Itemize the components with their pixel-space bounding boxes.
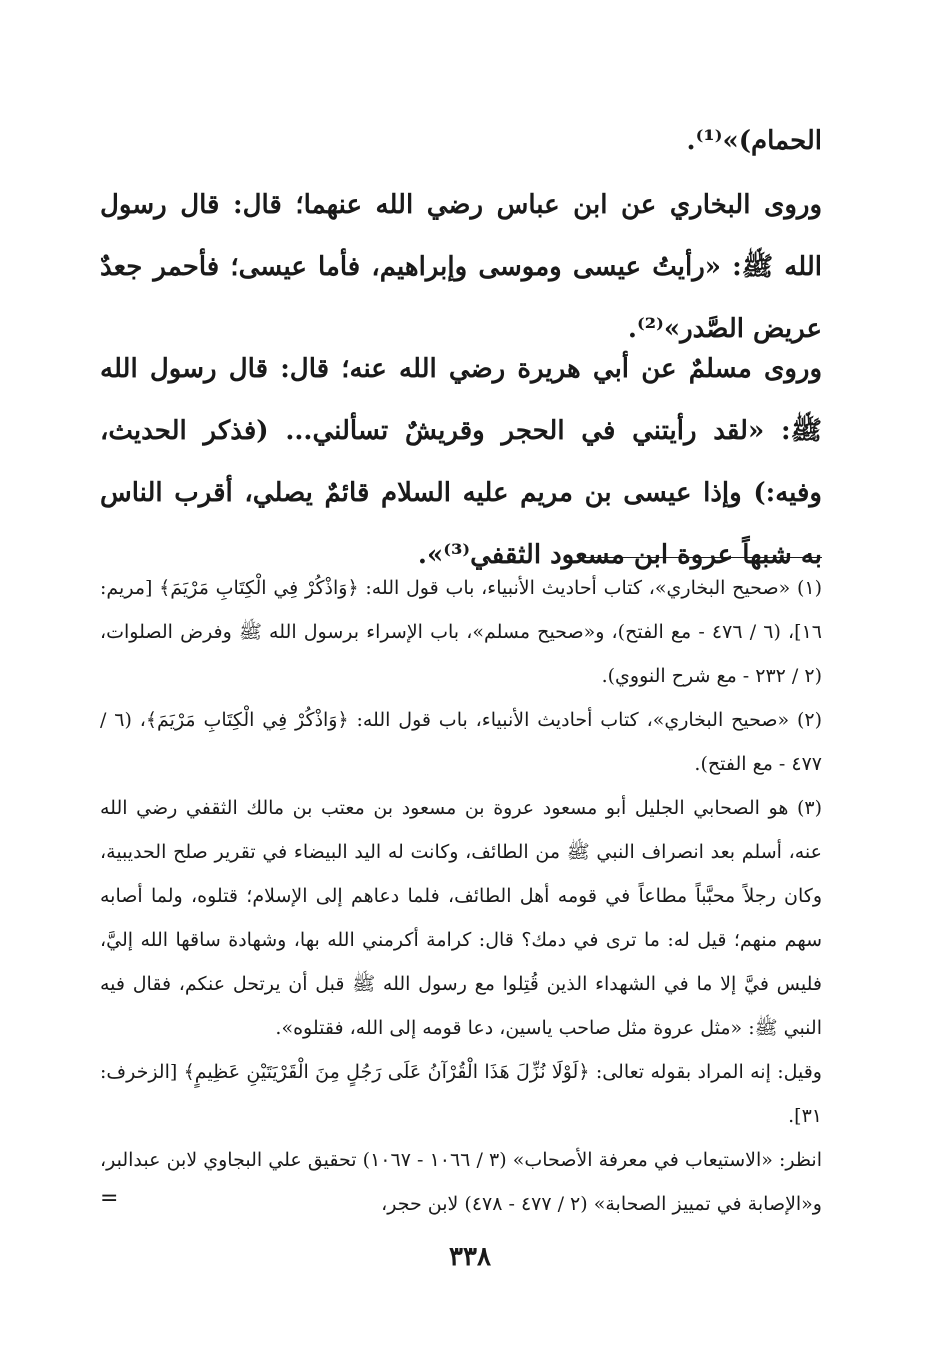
- main-paragraph-3: [100, 338, 822, 586]
- paragraph-text: وروى مسلمٌ عن أبي هريرة رضي الله عنه؛ قال: قال رسول الله ﷺ: «لقد رأيتني في الحجر وقريشٌ تسألني... (فذكر الحديث، وفيه:) وإذا عيسى بن مريم عليه السلام قائمٌ يصلي، أقرب الناس به شبهاً عروة ابن مسعود الثقفي⁽³⁾».: [100, 354, 822, 570]
- footnote-3: (٣) هو الصحابي الجليل أبو مسعود عروة بن مسعود بن معتب بن مالك الثقفي رضي الله عنه، أسلم بعد انصراف النبي ﷺ من الطائف، وكانت له اليد البيضاء في تقرير صلح الحديبية، وكان رجلاً محبَّباً مطاعاً في قومه أهل الطائف، فلما دعاهم إلى الإسلام؛ قتلوه، ولما أصابه سهم منهم؛ قيل له: ما ترى في دمك؟ قال: كرامة أكرمني الله بها، وشهادة ساقها الله إليَّ، فليس فيَّ إلا ما في الشهداء الذين قُتِلوا مع رسول الله ﷺ قبل أن يرتحل عنكم، فقال فيه النبي ﷺ: «مثل عروة مثل صاحب ياسين، دعا قومه إلى الله، فقتلوه».: [100, 797, 822, 1039]
- page-number: ٣٣٨: [449, 1242, 491, 1272]
- footnotes: [100, 566, 822, 1226]
- continuation-mark: =: [100, 1186, 119, 1211]
- footnote-3-references: انظر: «الاستيعاب في معرفة الأصحاب» (٣ / ١٠٦٦ - ١٠٦٧) تحقيق علي البجاوي لابن عبدالبر، و«الإصابة في تمييز الصحابة» (٢ / ٤٧٧ - ٤٧٨) لابن حجر،: [100, 1149, 823, 1215]
- paragraph-text: الحمام)»⁽¹⁾.: [686, 126, 822, 156]
- footnote-3-continued: وقيل: إنه المراد بقوله تعالى: ﴿لَوْلَا نُزِّلَ هَذَا الْقُرْآنُ عَلَى رَجُلٍ مِنَ الْقَرْيَتَيْنِ عَظِيمٍ﴾ [الزخرف: ٣١].: [100, 1061, 822, 1127]
- footnote-2: (٢) «صحيح البخاري»، كتاب أحاديث الأنبياء، باب قول الله: ﴿وَاذْكُرْ فِي الْكِتَابِ مَرْيَمَ﴾، (٦ / ٤٧٧ - مع الفتح).: [100, 709, 822, 775]
- main-paragraph-2: [100, 174, 822, 360]
- main-paragraph-1: [100, 110, 822, 172]
- paragraph-text: وروى البخاري عن ابن عباس رضي الله عنهما؛ قال: قال رسول الله ﷺ: «رأيتُ عيسى وموسى وإبراهيم، فأما عيسى؛ فأحمر جعدٌ عريض الصَّدر»⁽²⁾.: [100, 190, 822, 344]
- footnote-separator: [578, 557, 822, 558]
- footnote-1: (١) «صحيح البخاري»، كتاب أحاديث الأنبياء، باب قول الله: ﴿وَاذْكُرْ فِي الْكِتَابِ مَرْيَمَ﴾ [مريم: ١٦]، (٦ / ٤٧٦ - مع الفتح)، و«صحيح مسلم»، باب الإسراء برسول الله ﷺ وفرض الصلوات، (٢ / ٢٣٢ - مع شرح النووي).: [100, 577, 822, 687]
